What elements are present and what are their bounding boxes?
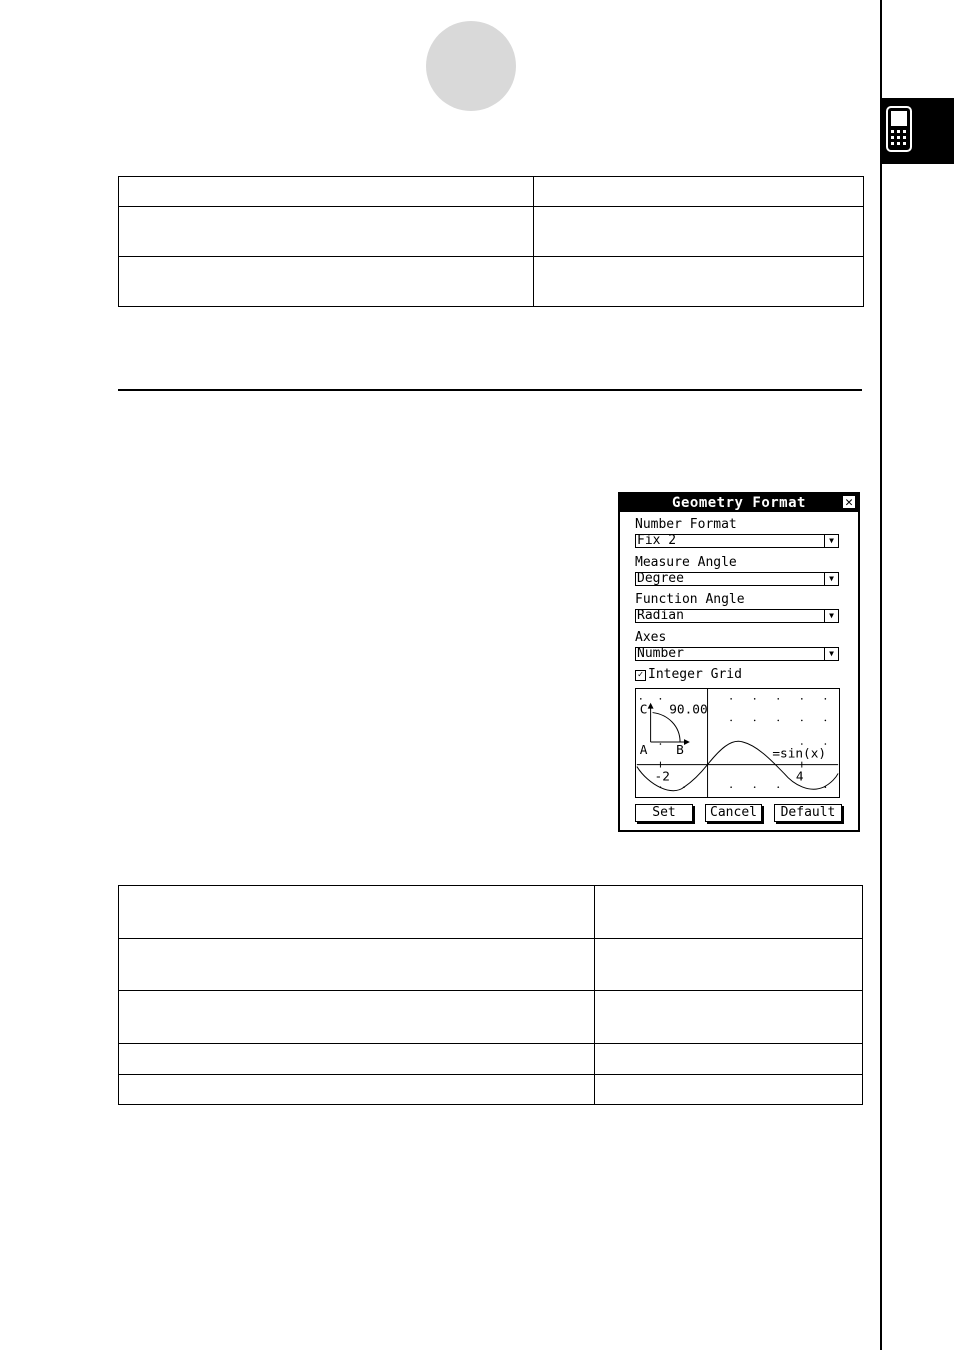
chevron-down-icon[interactable]: ▼: [824, 610, 838, 622]
close-icon[interactable]: ✕: [842, 495, 856, 509]
point-c-label: C: [639, 702, 648, 718]
table-row: [119, 207, 864, 257]
settings-table-bottom: [118, 885, 863, 1105]
point-a-label: A: [639, 742, 648, 758]
geometry-format-dialog: [618, 492, 860, 832]
table-row: [119, 991, 863, 1044]
function-label: =sin(x): [772, 746, 827, 762]
section-divider: [118, 389, 862, 391]
set-button[interactable]: Set: [635, 804, 693, 822]
integer-grid-checkbox[interactable]: [635, 668, 742, 682]
measure-angle-select[interactable]: [635, 572, 839, 586]
settings-table-top: [118, 176, 864, 307]
number-format-label: Number Format: [635, 517, 737, 532]
table-row: [119, 1044, 863, 1075]
tick-pos-label: 4: [795, 769, 804, 785]
side-rule: [880, 0, 882, 1350]
axes-value: Number: [637, 647, 684, 661]
tick-neg-label: -2: [654, 769, 670, 785]
chevron-down-icon[interactable]: ▼: [824, 573, 838, 585]
table-row: [119, 939, 863, 991]
number-format-select[interactable]: [635, 534, 839, 548]
arrow-head-right: [684, 739, 690, 745]
dialog-title: Geometry Format: [620, 494, 858, 512]
arrow-head-up: [648, 703, 654, 709]
default-button[interactable]: Default: [774, 804, 842, 822]
table-row: [119, 257, 864, 307]
table-row: [119, 177, 864, 207]
function-angle-select[interactable]: [635, 609, 839, 623]
chevron-down-icon[interactable]: ▼: [824, 535, 838, 547]
point-b-label: B: [676, 742, 684, 758]
cancel-button[interactable]: Cancel: [705, 804, 762, 822]
calculator-icon: [886, 106, 912, 152]
function-angle-label: Function Angle: [635, 592, 745, 607]
page-marker-circle: [426, 21, 516, 111]
measure-angle-value: Degree: [637, 572, 684, 586]
chevron-down-icon[interactable]: ▼: [824, 648, 838, 660]
checkbox-icon[interactable]: ✓: [635, 670, 646, 681]
angle-value: 90.00: [669, 702, 708, 718]
table-row: [119, 886, 863, 939]
number-format-value: Fix 2: [637, 534, 677, 548]
format-preview: [635, 688, 840, 798]
table-row: [119, 1075, 863, 1105]
function-angle-value: Radian: [637, 609, 684, 623]
axes-label: Axes: [635, 630, 667, 645]
axes-select[interactable]: [635, 647, 839, 661]
measure-angle-label: Measure Angle: [635, 555, 737, 570]
integer-grid-label: Integer Grid: [648, 667, 742, 682]
